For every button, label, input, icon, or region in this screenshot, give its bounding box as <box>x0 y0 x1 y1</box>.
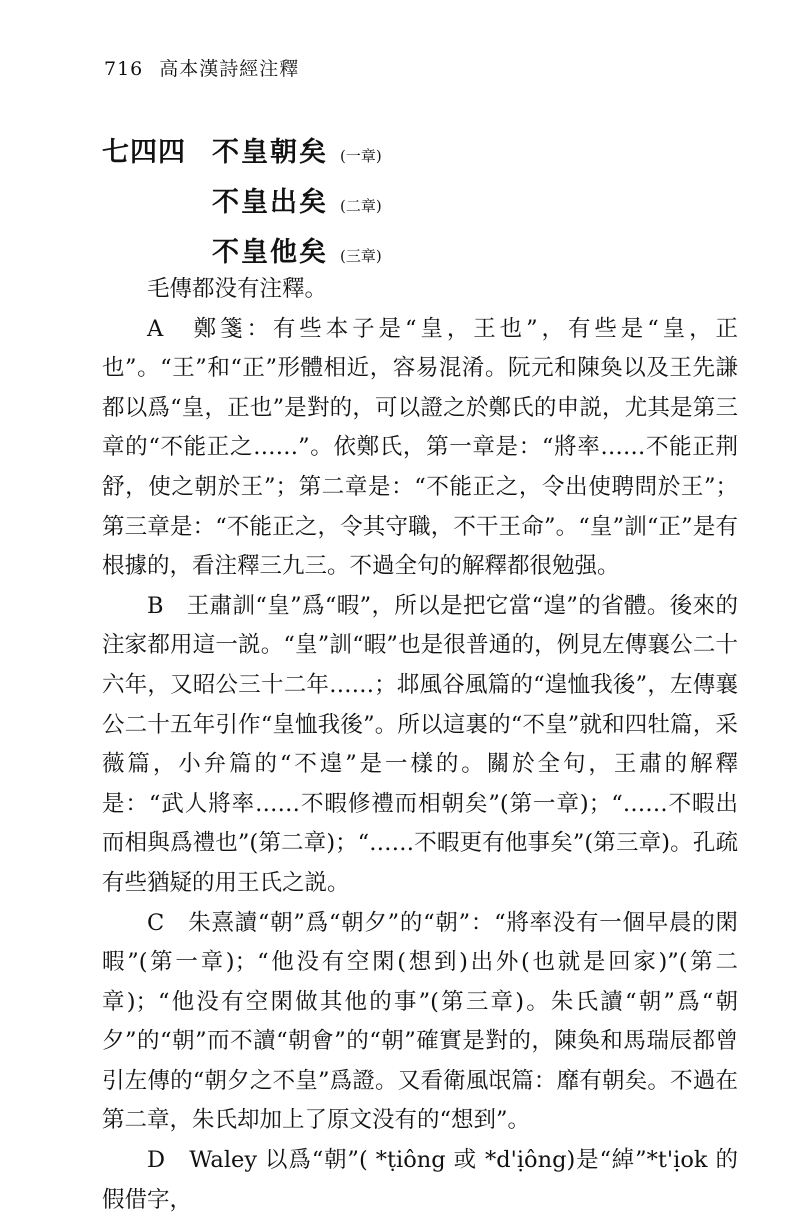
paragraph-intro: 毛傳都没有注釋。 <box>147 276 328 302</box>
entry-title-2: 不皇出矣 <box>212 187 328 218</box>
entry-row-1 <box>102 130 382 180</box>
entry-title-1: 不皇朝矣 <box>212 137 328 168</box>
running-header <box>104 54 299 81</box>
entry-title-3: 不皇他矣 <box>212 237 328 268</box>
paragraph-a: A 鄭箋：有些本子是“皇，王也”，有些是“皇，正也”。“王”和“正”形體相近，容易混淆。阮元和陳奐以及王先謙都以爲“皇，正也”是對的，可以證之於鄭氏的申説，尤其是第三章的“不能正之……”。依鄭氏，第一章是：“將率……不能正荆舒，使之朝於王”；第二章是：“不能正之，令出使聘問於王”；第三章是：“不能正之，令其守職，不干王命”。“皇”訓“正”是有根據的，看注釋三九三。不過全句的解釋都很勉强。 <box>102 315 738 580</box>
paragraph-d: D Waley 以爲“朝”( *ṭiông 或 *d'ịông)是“綽”*t'ịok 的假借字， <box>102 1147 738 1213</box>
entry-chapter-1: (一章) <box>340 147 382 165</box>
entry-number: 七四四 <box>102 137 186 168</box>
page-number: 716 <box>104 58 144 80</box>
entry-heading <box>102 130 382 280</box>
entry-chapter-3: (三章) <box>340 247 382 265</box>
entry-row-2 <box>102 180 382 230</box>
body-text <box>102 270 738 1220</box>
entry-chapter-2: (二章) <box>340 197 382 215</box>
paragraph-b: B 王肅訓“皇”爲“暇”，所以是把它當“遑”的省體。後來的注家都用這一説。“皇”訓“暇”也是很普通的，例見左傳襄公二十六年，又昭公三十二年……；邶風谷風篇的“遑恤我後”，左傳襄公二十五年引作“皇恤我後”。所以這裏的“不皇”就和四牡篇，采薇篇，小弁篇的“不遑”是一樣的。關於全句，王肅的解釋是：“武人將率……不暇修禮而相朝矣”(第一章)；“……不暇出而相與爲禮也”(第二章)；“……不暇更有他事矣”(第三章)。孔疏有些猶疑的用王氏之説。 <box>102 592 738 896</box>
paragraph-c: C 朱熹讀“朝”爲“朝夕”的“朝”：“將率没有一個早晨的閑暇”(第一章)；“他没有空閑(想到)出外(也就是回家)”(第二章)；“他没有空閑做其他的事”(第三章)。朱氏讀“朝”爲“朝夕”的“朝”而不讀“朝會”的“朝”確實是對的，陳奐和馬瑞辰都曾引左傳的“朝夕之不皇”爲證。又看衛風氓篇：靡有朝矣。不過在第二章，朱氏却加上了原文没有的“想到”。 <box>102 909 738 1134</box>
book-title: 高本漢詩經注釋 <box>159 58 300 80</box>
